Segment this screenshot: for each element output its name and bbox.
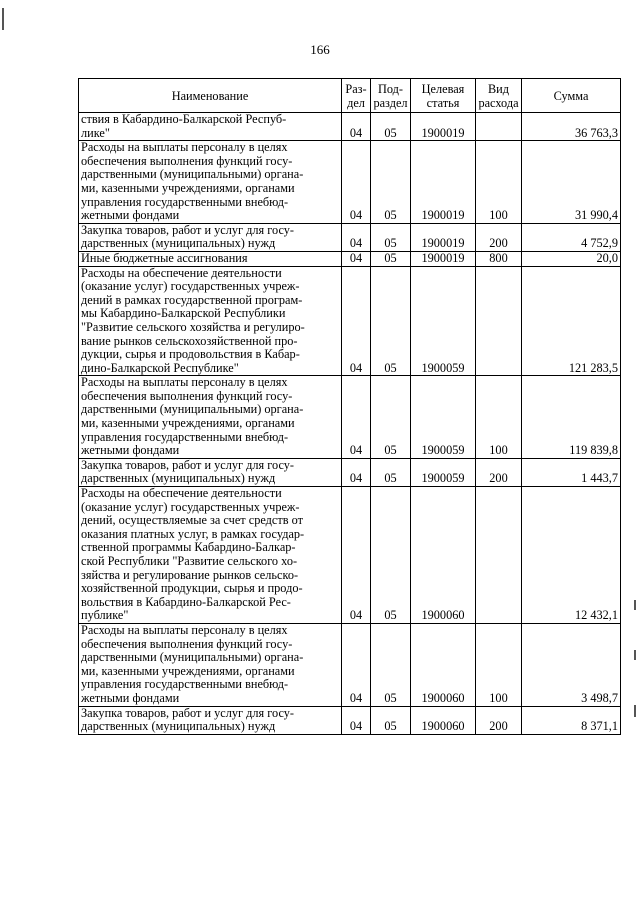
row-name-line: дарственными (муниципальными) органа- <box>81 167 304 182</box>
table-row <box>79 706 621 734</box>
row-name <box>79 223 342 251</box>
header-expense-type: Вид расхода <box>476 79 522 113</box>
row-expense-type: 100 <box>476 623 522 706</box>
row-name <box>79 623 342 706</box>
row-name-line: ской Республики "Развитие сельского хо- <box>81 554 298 568</box>
row-podrazdel: 05 <box>371 376 411 459</box>
table-row <box>79 113 621 141</box>
row-name-line: Закупка товаров, работ и услуг для госу- <box>81 457 294 472</box>
row-razdel: 04 <box>342 376 371 459</box>
row-expense-type: 100 <box>476 376 522 459</box>
row-razdel: 04 <box>342 623 371 706</box>
row-name-line: Закупка товаров, работ и услуг для госу- <box>81 705 294 720</box>
row-name-line: вольствия в Кабардино-Балкарской Рес- <box>81 594 291 609</box>
table-row <box>79 266 621 376</box>
row-name-line: дукции, сырья и продовольствия в Кабар- <box>81 347 300 362</box>
row-name-line: ствия в Кабардино-Балкарской Респуб- <box>81 112 287 126</box>
row-name <box>79 266 342 376</box>
row-expense-type <box>476 487 522 624</box>
row-name-line: "Развитие сельского хозяйства и регулиро- <box>81 319 305 334</box>
row-name <box>79 706 342 734</box>
row-razdel: 04 <box>342 706 371 734</box>
header-razdel: Раз- дел <box>342 79 371 113</box>
row-target-article: 1900019 <box>411 251 476 266</box>
row-sum: 3 498,7 <box>522 623 621 706</box>
row-target-article: 1900019 <box>411 141 476 224</box>
row-name <box>79 376 342 459</box>
row-name-line: Расходы на обеспечение деятельности <box>81 486 282 501</box>
row-name-line: дарственных (муниципальных) нужд <box>81 236 276 251</box>
row-razdel: 04 <box>342 141 371 224</box>
row-expense-type: 200 <box>476 458 522 486</box>
table-header-row <box>79 79 621 113</box>
row-name-line: хозяйственной продукции, сырья и продо- <box>81 581 303 596</box>
row-razdel: 04 <box>342 487 371 624</box>
row-razdel: 04 <box>342 223 371 251</box>
row-sum: 1 443,7 <box>522 458 621 486</box>
table-row <box>79 458 621 486</box>
row-name <box>79 113 342 141</box>
row-name-line: обеспечения выполнения функций госу- <box>81 388 293 403</box>
row-name-line: Расходы на выплаты персоналу в целях <box>81 622 288 637</box>
row-name-line: (оказание услуг) государственных учреж- <box>81 279 300 294</box>
table-row <box>79 251 621 266</box>
row-target-article: 1900019 <box>411 223 476 251</box>
row-name <box>79 458 342 486</box>
header-podrazdel: Под- раздел <box>371 79 411 113</box>
row-target-article: 1900060 <box>411 623 476 706</box>
row-name <box>79 487 342 624</box>
row-podrazdel: 05 <box>371 487 411 624</box>
table-row <box>79 623 621 706</box>
row-name-line: ми, казенными учреждениями, органами <box>81 416 295 431</box>
budget-table <box>78 78 621 735</box>
row-name-line: ми, казенными учреждениями, органами <box>81 180 295 195</box>
row-podrazdel: 05 <box>371 223 411 251</box>
row-name-line: дарственных (муниципальных) нужд <box>81 719 276 734</box>
row-name-line: жетными фондами <box>81 443 180 458</box>
row-sum: 4 752,9 <box>522 223 621 251</box>
row-name-line: Расходы на выплаты персоналу в целях <box>81 375 288 390</box>
row-name-line: дарственных (муниципальных) нужд <box>81 471 276 486</box>
row-target-article: 1900059 <box>411 458 476 486</box>
row-name-line: ственной программы Кабардино-Балкар- <box>81 540 296 555</box>
scan-edge-mark <box>634 600 636 610</box>
row-name-line: дино-Балкарской Республике" <box>81 360 239 375</box>
row-name-line: Расходы на выплаты персоналу в целях <box>81 140 288 155</box>
row-name-line: Закупка товаров, работ и услуг для госу- <box>81 222 294 237</box>
row-podrazdel: 05 <box>371 141 411 224</box>
row-name <box>79 141 342 224</box>
row-name-line: дений в рамках государственной програм- <box>81 292 303 307</box>
row-podrazdel: 05 <box>371 113 411 141</box>
row-razdel: 04 <box>342 251 371 266</box>
row-name-line: зяйства и регулирование рынков сельско- <box>81 567 299 582</box>
row-sum: 119 839,8 <box>522 376 621 459</box>
table-row <box>79 141 621 224</box>
header-sum: Сумма <box>522 79 621 113</box>
row-name-line: управления государственными внебюд- <box>81 429 289 444</box>
scan-edge-mark <box>634 705 636 717</box>
row-target-article: 1900060 <box>411 706 476 734</box>
row-name-line: мы Кабардино-Балкарской Республики <box>81 306 286 321</box>
row-sum: 20,0 <box>522 251 621 266</box>
row-name-line: дарственными (муниципальными) органа- <box>81 650 304 665</box>
row-sum: 12 432,1 <box>522 487 621 624</box>
row-expense-type <box>476 113 522 141</box>
row-name-line: Расходы на обеспечение деятельности <box>81 265 282 280</box>
row-expense-type: 100 <box>476 141 522 224</box>
row-sum: 121 283,5 <box>522 266 621 376</box>
row-name-line: жетными фондами <box>81 690 180 705</box>
row-expense-type: 200 <box>476 706 522 734</box>
row-name-line: (оказание услуг) государственных учреж- <box>81 499 300 514</box>
row-razdel: 04 <box>342 458 371 486</box>
row-name <box>79 251 342 266</box>
page-number: 166 <box>310 42 330 57</box>
row-sum: 36 763,3 <box>522 113 621 141</box>
row-podrazdel: 05 <box>371 266 411 376</box>
table-row <box>79 376 621 459</box>
table-body <box>79 113 621 735</box>
row-podrazdel: 05 <box>371 623 411 706</box>
row-sum: 8 371,1 <box>522 706 621 734</box>
row-name-line: жетными фондами <box>81 208 180 223</box>
header-target-article: Целевая статья <box>411 79 476 113</box>
row-expense-type: 200 <box>476 223 522 251</box>
row-name-line: обеспечения выполнения функций госу- <box>81 153 293 168</box>
row-expense-type: 800 <box>476 251 522 266</box>
row-name-line: публике" <box>81 608 129 623</box>
row-name-line: обеспечения выполнения функций госу- <box>81 636 293 651</box>
row-sum: 31 990,4 <box>522 141 621 224</box>
row-razdel: 04 <box>342 113 371 141</box>
row-name-line: дарственными (муниципальными) органа- <box>81 402 304 417</box>
row-podrazdel: 05 <box>371 706 411 734</box>
row-name-line: управления государственными внебюд- <box>81 194 289 209</box>
row-podrazdel: 05 <box>371 458 411 486</box>
row-name-line: вание рынков сельскохозяйственной про- <box>81 333 298 348</box>
row-podrazdel: 05 <box>371 251 411 266</box>
row-name-line: оказания платных услуг, в рамках государ- <box>81 526 305 541</box>
scan-edge-mark <box>2 8 4 30</box>
row-name-line: дений, осуществляемые за счет средств от <box>81 513 303 528</box>
table-row <box>79 487 621 624</box>
row-expense-type <box>476 266 522 376</box>
row-razdel: 04 <box>342 266 371 376</box>
row-target-article: 1900060 <box>411 487 476 624</box>
row-name-line: Иные бюджетные ассигнования <box>81 250 248 265</box>
header-name: Наименование <box>79 79 342 113</box>
row-target-article: 1900019 <box>411 113 476 141</box>
row-target-article: 1900059 <box>411 266 476 376</box>
table-row <box>79 223 621 251</box>
row-target-article: 1900059 <box>411 376 476 459</box>
scan-edge-mark <box>634 650 636 660</box>
row-name-line: управления государственными внебюд- <box>81 677 289 692</box>
row-name-line: лике" <box>81 125 110 140</box>
row-name-line: ми, казенными учреждениями, органами <box>81 663 295 678</box>
